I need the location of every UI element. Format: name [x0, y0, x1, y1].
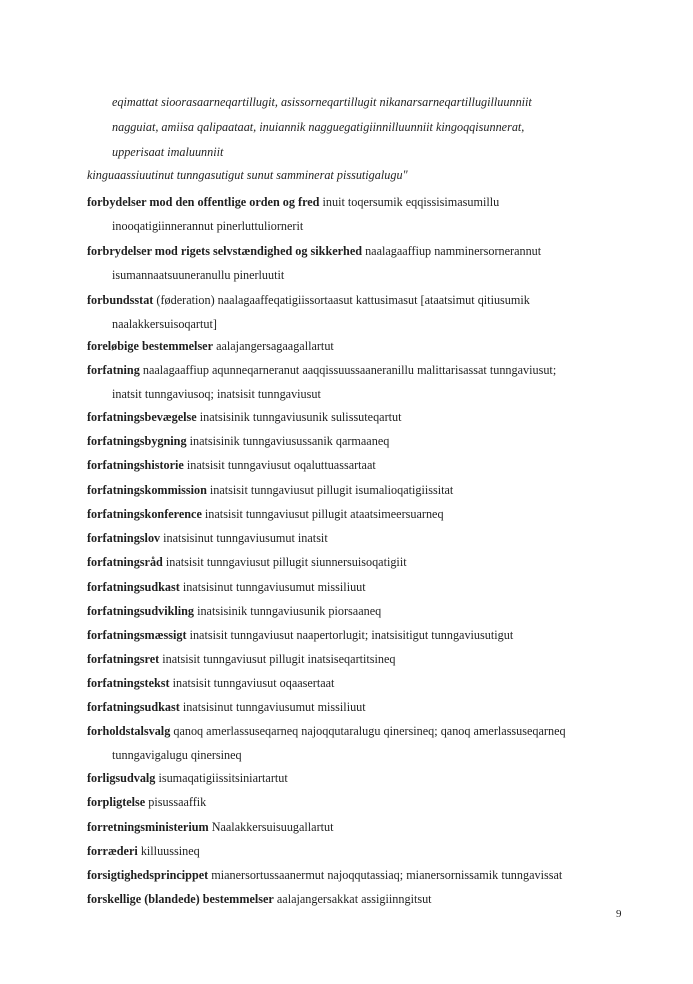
glossary-entry: [87, 526, 647, 550]
entry-term: forbydelser mod den offentlige orden og fred: [87, 195, 320, 209]
glossary-entry: [87, 502, 647, 526]
glossary-entry: [87, 358, 647, 407]
entry-term: forbrydelser mod rigets selvstændighed og sikkerhed: [87, 244, 363, 258]
page-number: 9: [616, 908, 622, 920]
entry-term: forbundsstat: [87, 293, 154, 307]
entry-definition: inatsisit tunngaviusut oqaasertaat: [172, 676, 335, 690]
entry-term: forholdstalsvalg: [87, 724, 171, 738]
entry-definition: isumaqatigiissitsiniartartut: [158, 771, 288, 785]
entry-definition: inatsisit tunngaviusut naapertorlugit; inatsisitigut tunngaviusutigut: [189, 628, 514, 642]
entry-definition: inatsisit tunngaviusut pillugit ataatsimeersuarneq: [204, 507, 444, 521]
glossary-entry: [87, 647, 647, 671]
glossary-entry: [87, 550, 647, 574]
continuation-line: upperisaat imaluunniit: [112, 145, 224, 159]
glossary-entry: [87, 815, 647, 839]
entry-definition-continued: inooqatigiinnerannut pinerluttuliornerit: [112, 219, 304, 234]
entry-definition: (føderation) naalagaaffeqatigiissortaasut kattusimasut [ataatsimut qitiusumik: [156, 293, 530, 307]
entry-definition: mianersortussaanermut najoqqutassiaq; mianersornissamik tunngavissat: [211, 868, 563, 882]
entry-definition: inatsisinut tunngaviusumut inatsit: [163, 531, 328, 545]
entry-term: forskellige (blandede) bestemmelser: [87, 892, 274, 906]
entry-term: foreløbige bestemmelser: [87, 339, 214, 353]
entry-term: forfatning: [87, 363, 140, 377]
continuation-line: nagguiat, amiisa qalipaataat, inuiannik nagguegatigiinnilluunniit kingoqqisunnerat,: [112, 120, 525, 134]
entry-definition: qanoq amerlassuseqarneq najoqqutaralugu qinersineq; qanoq amerlassuseqarneq: [173, 724, 566, 738]
continuation-line: eqimattat sioorasaarneqartillugit, asissorneqartillugit nikanarsarneqartillugilluunniit: [112, 95, 532, 109]
glossary-entry: [87, 599, 647, 623]
entry-definition-continued: tunngavigalugu qinersineq: [112, 748, 242, 763]
entry-term: forligsudvalg: [87, 771, 156, 785]
entry-definition: killuussineq: [140, 844, 200, 858]
glossary-entry: [87, 453, 647, 477]
entry-definition: naalagaaffiup namminersornerannut: [365, 244, 542, 258]
entry-term: forfatningsbygning: [87, 434, 187, 448]
glossary-entry: [87, 695, 647, 719]
glossary-entry: [87, 766, 647, 790]
entry-definition: inatsisit tunngaviusut oqaluttuassartaat: [186, 458, 376, 472]
entry-term: forfatningstekst: [87, 676, 170, 690]
glossary-entry: [87, 719, 647, 768]
entry-term: forretningsministerium: [87, 820, 209, 834]
entry-definition: inatsisinik tunngaviusunik piorsaaneq: [197, 604, 382, 618]
entry-definition: Naalakkersuisuugallartut: [211, 820, 334, 834]
glossary-entry: [87, 863, 647, 887]
glossary-entry: [87, 405, 647, 429]
entry-definition: inuit toqersumik eqqissisimasumillu: [322, 195, 500, 209]
entry-definition: naalagaaffiup aqunneqarneranut aaqqissuussaaneranillu malittarisassat tunngaviusut;: [142, 363, 557, 377]
glossary-entry: [87, 575, 647, 599]
glossary-entry: [87, 623, 647, 647]
entry-definition: inatsisit tunngaviusut pillugit isumalioqatigiissitat: [209, 483, 454, 497]
entry-term: forfatningslov: [87, 531, 161, 545]
glossary-entry: [87, 790, 647, 814]
glossary-entry: [87, 887, 647, 911]
glossary-entry: [87, 839, 647, 863]
glossary-entry: [87, 288, 647, 337]
glossary-entry: [87, 429, 647, 453]
glossary-entry: [87, 478, 647, 502]
entry-term: forsigtighedsprincippet: [87, 868, 209, 882]
entry-definition: inatsisinik tunngaviusussanik qarmaaneq: [189, 434, 390, 448]
entry-definition: inatsisit tunngaviusut pillugit inatsiseqartitsineq: [162, 652, 396, 666]
entry-term: forfatningsret: [87, 652, 160, 666]
glossary-entry: [87, 239, 647, 288]
glossary-entry: [87, 671, 647, 695]
entry-definition-continued: inatsit tunngaviusoq; inatsisit tunngaviusut: [112, 387, 321, 402]
entry-term: forpligtelse: [87, 795, 146, 809]
entry-term: forræderi: [87, 844, 138, 858]
entry-definition-continued: naalakkersuisoqartut]: [112, 317, 217, 332]
entry-term: forfatningshistorie: [87, 458, 184, 472]
entry-term: forfatningsudkast: [87, 700, 180, 714]
entry-definition: inatsisinut tunngaviusumut missiliuut: [182, 580, 366, 594]
entry-definition: inatsisinik tunngaviusunik sulissuteqartut: [199, 410, 402, 424]
entry-term: forfatningsudkast: [87, 580, 180, 594]
entry-definition-continued: isumannaatsuuneranullu pinerluutit: [112, 268, 285, 283]
entry-definition: pisussaaffik: [148, 795, 207, 809]
entry-term: forfatningskommission: [87, 483, 207, 497]
continuation-end: kinguaassiuutinut tunngasutigut sunut samminerat pissutigalugu": [87, 168, 408, 182]
entry-term: forfatningskonference: [87, 507, 202, 521]
entry-term: forfatningsråd: [87, 555, 163, 569]
entry-definition: aalajangersakkat assigiinngitsut: [276, 892, 432, 906]
entry-term: forfatningsudvikling: [87, 604, 195, 618]
entry-term: forfatningsmæssigt: [87, 628, 187, 642]
entry-definition: inatsisinut tunngaviusumut missiliuut: [182, 700, 366, 714]
entry-definition: inatsisit tunngaviusut pillugit siunnersuisoqatigiit: [165, 555, 407, 569]
entry-term: forfatningsbevægelse: [87, 410, 197, 424]
glossary-entry: [87, 190, 647, 239]
entry-definition: aalajangersagaagallartut: [216, 339, 334, 353]
glossary-entry: [87, 334, 647, 358]
